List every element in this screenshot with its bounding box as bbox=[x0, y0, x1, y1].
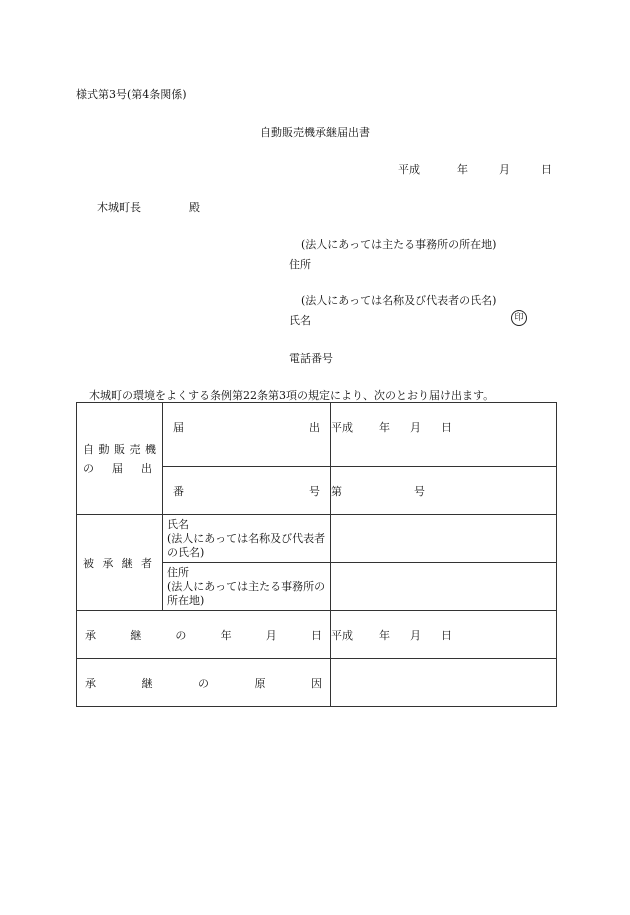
predecessor-name-field[interactable] bbox=[331, 515, 557, 563]
predecessor-group-label: 被 承 継 者 bbox=[77, 515, 163, 611]
notification-date-row bbox=[77, 403, 557, 467]
addressee-name: 木城町長 bbox=[97, 201, 141, 214]
applicant-name-note: (法人にあっては名称及び代表者の氏名) bbox=[301, 294, 497, 307]
succession-form-table bbox=[76, 402, 557, 707]
submission-date bbox=[398, 161, 552, 177]
date-month: 月 bbox=[499, 163, 510, 176]
predecessor-address-label: 住所 (法人にあっては主たる事務所の所在地) bbox=[163, 563, 331, 611]
addressee-honorific: 殿 bbox=[189, 201, 200, 214]
succession-reason-row bbox=[77, 659, 557, 707]
predecessor-address-field[interactable] bbox=[331, 563, 557, 611]
date-era: 平成 bbox=[398, 163, 420, 176]
notification-group-label: 自 動 販 売 機 の 届 出 bbox=[77, 403, 163, 515]
applicant-address-note: (法人にあっては主たる事務所の所在地) bbox=[301, 238, 497, 251]
predecessor-name-label: 氏名 (法人にあっては名称及び代表者の氏名) bbox=[163, 515, 331, 563]
notification-number-field[interactable]: 第 号 bbox=[331, 467, 557, 515]
predecessor-name-row bbox=[77, 515, 557, 563]
page-title: 自動販売機承継届出書 bbox=[260, 126, 370, 139]
intro-statement: 木城町の環境をよくする条例第22条第3項の規定により、次のとおり届け出ます。 bbox=[89, 389, 495, 402]
date-year: 年 bbox=[457, 163, 468, 176]
succession-reason-label: 承 継 の 原 因 bbox=[77, 659, 331, 707]
succession-date-label: 承 継 の 年 月 日 bbox=[77, 611, 331, 659]
applicant-phone-label: 電話番号 bbox=[289, 352, 333, 365]
notification-number-label: 番 号 bbox=[163, 467, 331, 515]
applicant-address-label: 住所 bbox=[289, 258, 311, 271]
succession-reason-field[interactable] bbox=[331, 659, 557, 707]
notification-date-label: 届 出 bbox=[163, 403, 331, 467]
succession-date-row bbox=[77, 611, 557, 659]
form-id: 様式第3号(第4条関係) bbox=[76, 88, 187, 101]
notification-date-field[interactable]: 平成 年 月 日 bbox=[331, 403, 557, 467]
succession-date-field[interactable]: 平成 年 月 日 bbox=[331, 611, 557, 659]
date-day: 日 bbox=[541, 163, 552, 176]
applicant-name-label: 氏名 bbox=[289, 314, 311, 327]
addressee bbox=[97, 199, 200, 215]
seal-mark: 印 bbox=[511, 310, 527, 326]
